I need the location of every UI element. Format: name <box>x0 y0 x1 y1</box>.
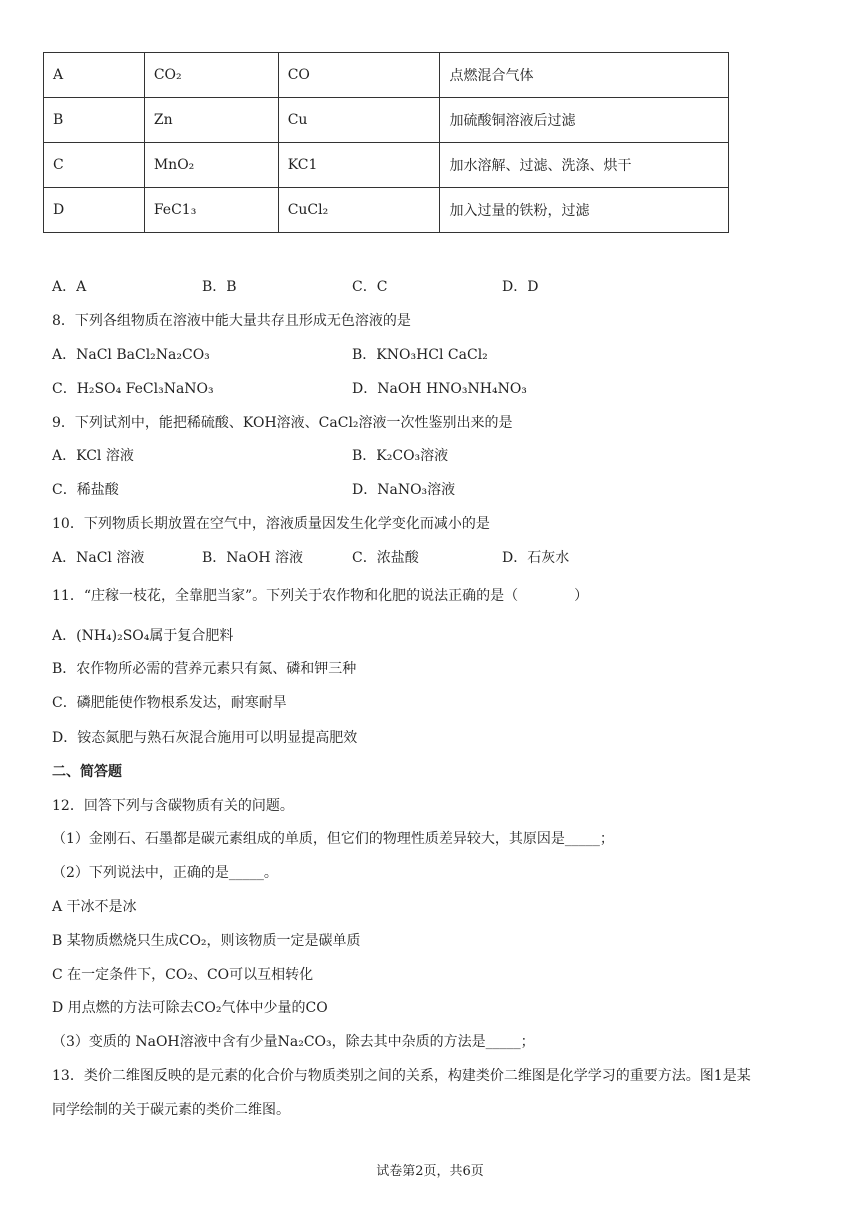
q12-part1: （1）金刚石、石墨都是碳元素组成的单质，但它们的物理性质差异较大，其原因是_____； <box>52 831 614 847</box>
q9-option-d[interactable]: D．NaNO₃溶液 <box>352 482 456 498</box>
q11-option-c[interactable]: C．磷肥能使作物根系发达，耐寒耐旱 <box>52 695 287 711</box>
q12-choice-c[interactable]: C 在一定条件下，CO₂、CO可以互相转化 <box>52 967 314 983</box>
q13-line2: 同学绘制的关于碳元素的类价二维图。 <box>52 1102 290 1118</box>
q11-option-a[interactable]: A．(NH₄)₂SO₄属于复合肥料 <box>52 628 234 644</box>
q12-choice-b[interactable]: B 某物质燃烧只生成CO₂，则该物质一定是碳单质 <box>52 933 361 949</box>
table-cell-method: 加入过量的铁粉，过滤 <box>440 188 729 233</box>
table-row <box>44 188 729 233</box>
q10-option-a[interactable]: A．NaCl 溶液 <box>52 550 145 566</box>
options-table <box>43 52 729 233</box>
q11-option-b[interactable]: B．农作物所必需的营养元素只有氮、磷和钾三种 <box>52 661 357 677</box>
q11-option-d[interactable]: D．铵态氮肥与熟石灰混合施用可以明显提高肥效 <box>52 730 358 746</box>
table-cell-impurity: KC1 <box>278 143 440 188</box>
table-cell-substance: FeC1₃ <box>144 188 278 233</box>
q9-option-a[interactable]: A．KCl 溶液 <box>52 448 134 464</box>
q7-option-a[interactable]: A．A <box>52 279 87 295</box>
q12-choice-a[interactable]: A 干冰不是冰 <box>52 899 137 915</box>
q13-line1: 13．类价二维图反映的是元素的化合价与物质类别之间的关系，构建类价二维图是化学学习的重要方法。图1是某 <box>52 1068 751 1084</box>
table-cell-label: C <box>44 143 145 188</box>
q7-option-d[interactable]: D．D <box>502 279 539 295</box>
table-cell-label: D <box>44 188 145 233</box>
table-row <box>44 98 729 143</box>
table-cell-label: B <box>44 98 145 143</box>
table-row <box>44 53 729 98</box>
table-cell-substance: CO₂ <box>144 53 278 98</box>
q10-option-c[interactable]: C．浓盐酸 <box>352 550 419 566</box>
table-cell-impurity: CuCl₂ <box>278 188 440 233</box>
q12-part3: （3）变质的 NaOH溶液中含有少量Na₂CO₃，除去其中杂质的方法是_____； <box>52 1034 535 1050</box>
table-cell-method: 加硫酸铜溶液后过滤 <box>440 98 729 143</box>
page-footer: 试卷第2页，共6页 <box>376 1164 484 1179</box>
q8-option-b[interactable]: B．KNO₃HCl CaCl₂ <box>352 347 488 363</box>
table-cell-method: 加水溶解、过滤、洗涤、烘干 <box>440 143 729 188</box>
q9-option-c[interactable]: C．稀盐酸 <box>52 482 119 498</box>
q9-stem: 9．下列试剂中，能把稀硫酸、KOH溶液、CaCl₂溶液一次性鉴别出来的是 <box>52 415 513 431</box>
q8-option-d[interactable]: D．NaOH HNO₃NH₄NO₃ <box>352 381 527 397</box>
q12-choice-d[interactable]: D 用点燃的方法可除去CO₂气体中少量的CO <box>52 1000 328 1016</box>
q8-option-c[interactable]: C．H₂SO₄ FeCl₃NaNO₃ <box>52 381 214 397</box>
q8-option-a[interactable]: A．NaCl BaCl₂Na₂CO₃ <box>52 347 210 363</box>
q8-stem: 8．下列各组物质在溶液中能大量共存且形成无色溶液的是 <box>52 313 411 329</box>
table-cell-method: 点燃混合气体 <box>440 53 729 98</box>
table-cell-impurity: Cu <box>278 98 440 143</box>
table-row <box>44 143 729 188</box>
q11-stem: 11．“庄稼一枝花，全靠肥当家”。下列关于农作物和化肥的说法正确的是（ ） <box>52 588 589 604</box>
q12-stem: 12．回答下列与含碳物质有关的问题。 <box>52 798 294 814</box>
q9-option-b[interactable]: B．K₂CO₃溶液 <box>352 448 449 464</box>
table-cell-substance: MnO₂ <box>144 143 278 188</box>
q10-option-d[interactable]: D．石灰水 <box>502 550 570 566</box>
table-cell-label: A <box>44 53 145 98</box>
table-cell-impurity: CO <box>278 53 440 98</box>
q10-option-b[interactable]: B．NaOH 溶液 <box>202 550 304 566</box>
q12-part2: （2）下列说法中，正确的是_____。 <box>52 865 278 881</box>
section-heading: 二、简答题 <box>52 764 122 780</box>
q7-option-b[interactable]: B．B <box>202 279 237 295</box>
q7-option-c[interactable]: C．C <box>352 279 388 295</box>
table-cell-substance: Zn <box>144 98 278 143</box>
q10-stem: 10．下列物质长期放置在空气中，溶液质量因发生化学变化而减小的是 <box>52 516 490 532</box>
